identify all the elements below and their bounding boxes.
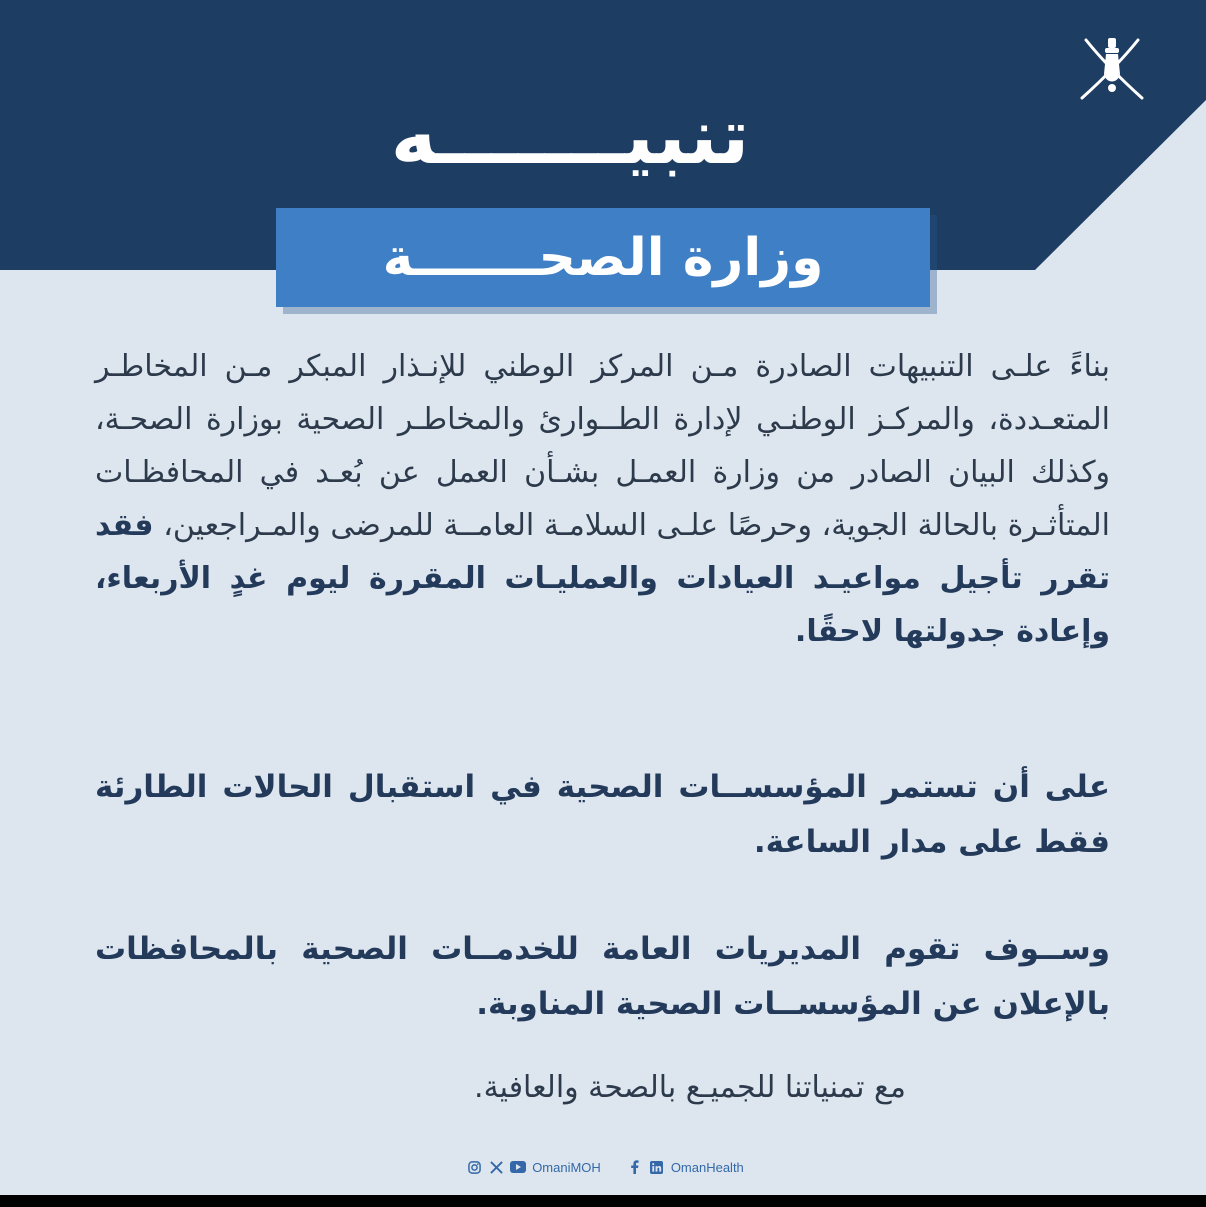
x-icon[interactable] [488,1159,504,1175]
directorates-paragraph: وســوف تقوم المديريات العامة للخدمــات الصحية بالمحافظات بالإعلان عن المؤسســات الصحية المناوبة. [95,931,1110,1022]
handle-omanhealth[interactable]: OmanHealth [670,1159,744,1175]
alert-title: تنبيـــــــه [390,92,750,182]
intro-bold-text: فقد تقرر تأجيل مواعيـد العيادات والعمليـات المقررة ليوم غدٍ الأربعاء، وإعادة جدولتها لاحقًا. [95,508,1110,649]
oman-emblem-icon [1072,30,1152,106]
closing-line: مع تمنياتنا للجميـع بالصحة والعافية. [474,1070,906,1105]
emergency-paragraph: على أن تستمر المؤسســات الصحية في استقبال الحالات الطارئة فقط على مدار الساعة. [95,769,1110,860]
intro-paragraph [95,340,1110,658]
linkedin-icon[interactable] [649,1159,665,1175]
youtube-icon[interactable] [510,1159,526,1175]
ministry-name: وزارة الصحـــــــة [382,227,824,288]
social-footer [440,1155,770,1179]
intro-regular-text: بناءً علـى التنبيهات الصادرة مـن المركز الوطني للإنـذار المبكر مـن المخاطـر المتعـددة، والمركـز الوطنـي لإدارة الطــوارئ والمخاطـر الصحية بوزارة الصحـة، وكذلك البيان الصادر من وزارة العمـل بشـأن العمل عن بُعـد في المحافظـات المتأثـرة بالحالة الجوية، وحرصًا علـى السلامـة العامــة للمرضى والمـراجعين، [95,349,1110,543]
instagram-icon[interactable] [466,1159,482,1175]
bottom-border [0,1195,1206,1207]
facebook-icon[interactable] [627,1159,643,1175]
handle-omanimoh[interactable]: OmaniMOH [532,1159,601,1175]
ministry-tag [276,208,930,307]
